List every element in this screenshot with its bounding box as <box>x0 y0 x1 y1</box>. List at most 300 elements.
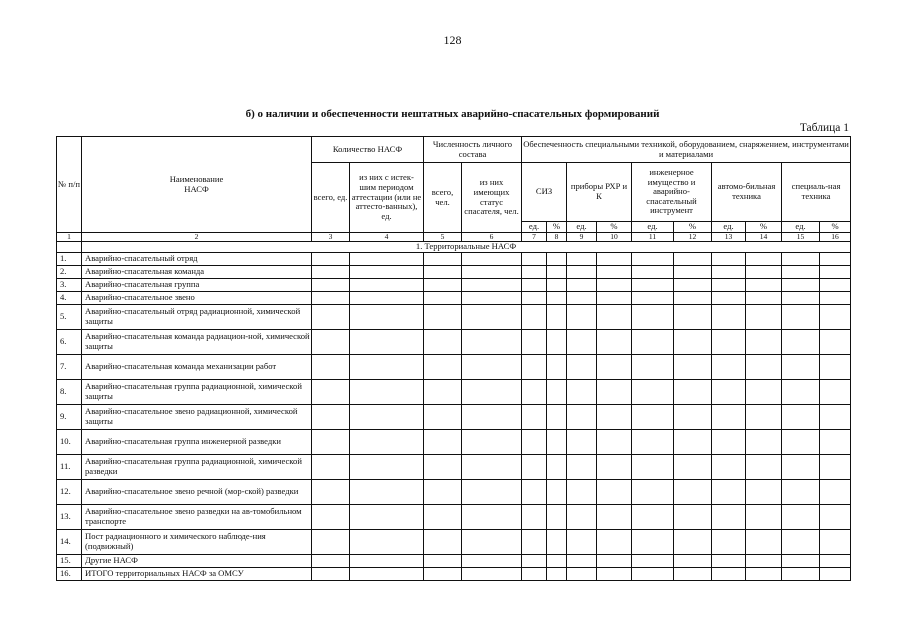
value-cell[interactable] <box>350 505 424 530</box>
value-cell[interactable] <box>350 355 424 380</box>
value-cell[interactable] <box>547 430 567 455</box>
value-cell[interactable] <box>674 253 712 266</box>
value-cell[interactable] <box>424 279 462 292</box>
value-cell[interactable] <box>597 568 632 581</box>
value-cell[interactable] <box>632 380 674 405</box>
value-cell[interactable] <box>746 330 782 355</box>
value-cell[interactable] <box>567 480 597 505</box>
column-number-cell: 6 <box>462 233 522 242</box>
value-cell[interactable] <box>462 253 522 266</box>
value-cell[interactable] <box>782 505 820 530</box>
value-cell[interactable] <box>674 455 712 480</box>
value-cell[interactable] <box>424 380 462 405</box>
value-cell[interactable] <box>597 253 632 266</box>
value-cell[interactable] <box>820 380 851 405</box>
value-cell[interactable] <box>712 555 746 568</box>
column-number-row <box>57 233 851 242</box>
column-number-cell: 15 <box>782 233 820 242</box>
value-cell[interactable] <box>712 480 746 505</box>
value-cell[interactable] <box>547 568 567 581</box>
value-cell[interactable] <box>782 355 820 380</box>
value-cell[interactable] <box>312 305 350 330</box>
value-cell[interactable] <box>462 555 522 568</box>
value-cell[interactable] <box>312 279 350 292</box>
value-cell[interactable] <box>522 405 547 430</box>
value-cell[interactable] <box>782 555 820 568</box>
value-cell[interactable] <box>350 405 424 430</box>
value-cell[interactable] <box>632 530 674 555</box>
value-cell[interactable] <box>782 253 820 266</box>
row-number: 14. <box>57 530 82 555</box>
value-cell[interactable] <box>522 292 547 305</box>
unit-label: ед. <box>632 222 674 233</box>
value-cell[interactable] <box>674 505 712 530</box>
value-cell[interactable] <box>522 266 547 279</box>
value-cell[interactable] <box>522 430 547 455</box>
value-cell[interactable] <box>522 355 547 380</box>
value-cell[interactable] <box>632 405 674 430</box>
value-cell[interactable] <box>567 292 597 305</box>
value-cell[interactable] <box>462 330 522 355</box>
value-cell[interactable] <box>782 292 820 305</box>
value-cell[interactable] <box>597 355 632 380</box>
value-cell[interactable] <box>782 430 820 455</box>
section-title: 1. Территориальные НАСФ <box>82 242 851 253</box>
value-cell[interactable] <box>462 305 522 330</box>
row-number: 16. <box>57 568 82 581</box>
table-row <box>57 568 851 581</box>
unit-label: ед. <box>522 222 547 233</box>
value-cell[interactable] <box>462 530 522 555</box>
value-cell[interactable] <box>350 266 424 279</box>
value-cell[interactable] <box>820 530 851 555</box>
value-cell[interactable] <box>312 355 350 380</box>
value-cell[interactable] <box>782 568 820 581</box>
value-cell[interactable] <box>424 568 462 581</box>
value-cell[interactable] <box>547 505 567 530</box>
value-cell[interactable] <box>632 505 674 530</box>
value-cell[interactable] <box>547 279 567 292</box>
value-cell[interactable] <box>820 266 851 279</box>
row-number: 4. <box>57 292 82 305</box>
value-cell[interactable] <box>632 305 674 330</box>
value-cell[interactable] <box>312 330 350 355</box>
value-cell[interactable] <box>424 292 462 305</box>
table-row <box>57 266 851 279</box>
value-cell[interactable] <box>424 530 462 555</box>
value-cell[interactable] <box>567 279 597 292</box>
value-cell[interactable] <box>746 568 782 581</box>
value-cell[interactable] <box>674 292 712 305</box>
value-cell[interactable] <box>820 505 851 530</box>
value-cell[interactable] <box>782 305 820 330</box>
value-cell[interactable] <box>462 355 522 380</box>
value-cell[interactable] <box>820 455 851 480</box>
value-cell[interactable] <box>312 455 350 480</box>
table-row <box>57 530 851 555</box>
value-cell[interactable] <box>350 555 424 568</box>
value-cell[interactable] <box>462 405 522 430</box>
row-name: Аварийно-спасательное звено радиационной, химической защиты <box>82 405 312 430</box>
value-cell[interactable] <box>746 279 782 292</box>
value-cell[interactable] <box>712 253 746 266</box>
value-cell[interactable] <box>746 253 782 266</box>
value-cell[interactable] <box>567 380 597 405</box>
value-cell[interactable] <box>746 530 782 555</box>
value-cell[interactable] <box>522 505 547 530</box>
value-cell[interactable] <box>567 405 597 430</box>
value-cell[interactable] <box>597 380 632 405</box>
value-cell[interactable] <box>632 266 674 279</box>
value-cell[interactable] <box>746 430 782 455</box>
value-cell[interactable] <box>746 405 782 430</box>
column-number-cell: 5 <box>424 233 462 242</box>
value-cell[interactable] <box>632 480 674 505</box>
value-cell[interactable] <box>567 355 597 380</box>
value-cell[interactable] <box>547 555 567 568</box>
percent-label: % <box>820 222 851 233</box>
row-name: Аварийно-спасательное звено разведки на ав-томобильном транспорте <box>82 505 312 530</box>
value-cell[interactable] <box>712 380 746 405</box>
value-cell[interactable] <box>712 330 746 355</box>
value-cell[interactable] <box>632 430 674 455</box>
table-row <box>57 279 851 292</box>
value-cell[interactable] <box>712 279 746 292</box>
value-cell[interactable] <box>820 355 851 380</box>
value-cell[interactable] <box>424 305 462 330</box>
column-number-cell: 16 <box>820 233 851 242</box>
value-cell[interactable] <box>522 253 547 266</box>
value-cell[interactable] <box>782 405 820 430</box>
table-label: Таблица 1 <box>799 122 849 134</box>
value-cell[interactable] <box>597 266 632 279</box>
row-number: 13. <box>57 505 82 530</box>
percent-label: % <box>674 222 712 233</box>
value-cell[interactable] <box>567 305 597 330</box>
row-number: 5. <box>57 305 82 330</box>
table-row <box>57 505 851 530</box>
value-cell[interactable] <box>597 455 632 480</box>
value-cell[interactable] <box>462 292 522 305</box>
value-cell[interactable] <box>567 253 597 266</box>
column-number-cell: 7 <box>522 233 547 242</box>
header-rescuer-status: из них имеющих статус спасателя, чел. <box>462 163 522 233</box>
table-row <box>57 430 851 455</box>
row-number: 3. <box>57 279 82 292</box>
column-number-cell: 10 <box>597 233 632 242</box>
row-name: Аварийно-спасательное звено речной (мор-ской) разведки <box>82 480 312 505</box>
value-cell[interactable] <box>567 455 597 480</box>
table-row <box>57 405 851 430</box>
value-cell[interactable] <box>567 430 597 455</box>
value-cell[interactable] <box>350 455 424 480</box>
rescue-units-table <box>56 136 851 581</box>
value-cell[interactable] <box>746 380 782 405</box>
value-cell[interactable] <box>674 355 712 380</box>
table-row <box>57 455 851 480</box>
column-number-cell: 9 <box>567 233 597 242</box>
value-cell[interactable] <box>820 568 851 581</box>
value-cell[interactable] <box>312 253 350 266</box>
value-cell[interactable] <box>597 555 632 568</box>
value-cell[interactable] <box>820 480 851 505</box>
value-cell[interactable] <box>424 480 462 505</box>
section-row <box>57 242 851 253</box>
value-cell[interactable] <box>746 305 782 330</box>
row-name: Аварийно-спасательная группа <box>82 279 312 292</box>
value-cell[interactable] <box>746 355 782 380</box>
row-number: 9. <box>57 405 82 430</box>
row-number: 2. <box>57 266 82 279</box>
value-cell[interactable] <box>312 292 350 305</box>
value-cell[interactable] <box>674 530 712 555</box>
value-cell[interactable] <box>782 455 820 480</box>
row-number: 1. <box>57 253 82 266</box>
unit-label: ед. <box>782 222 820 233</box>
value-cell[interactable] <box>547 530 567 555</box>
value-cell[interactable] <box>782 380 820 405</box>
value-cell[interactable] <box>312 555 350 568</box>
value-cell[interactable] <box>567 555 597 568</box>
value-cell[interactable] <box>312 380 350 405</box>
unit-label: ед. <box>712 222 746 233</box>
row-name: Аварийно-спасательный отряд <box>82 253 312 266</box>
value-cell[interactable] <box>597 530 632 555</box>
value-cell[interactable] <box>424 455 462 480</box>
value-cell[interactable] <box>350 292 424 305</box>
column-number-cell: 11 <box>632 233 674 242</box>
value-cell[interactable] <box>312 430 350 455</box>
value-cell[interactable] <box>782 480 820 505</box>
value-cell[interactable] <box>350 253 424 266</box>
header-name: Наименование НАСФ <box>82 137 312 233</box>
value-cell[interactable] <box>712 530 746 555</box>
value-cell[interactable] <box>547 355 567 380</box>
value-cell[interactable] <box>522 480 547 505</box>
value-cell[interactable] <box>350 330 424 355</box>
value-cell[interactable] <box>547 455 567 480</box>
value-cell[interactable] <box>597 292 632 305</box>
value-cell[interactable] <box>350 568 424 581</box>
row-name: ИТОГО территориальных НАСФ за ОМСУ <box>82 568 312 581</box>
column-number-cell: 1 <box>57 233 82 242</box>
value-cell[interactable] <box>547 405 567 430</box>
table-row <box>57 330 851 355</box>
value-cell[interactable] <box>712 568 746 581</box>
value-cell[interactable] <box>350 380 424 405</box>
value-cell[interactable] <box>547 253 567 266</box>
value-cell[interactable] <box>312 530 350 555</box>
value-cell[interactable] <box>632 330 674 355</box>
header-engineering: инженерное имущество и аварийно-спасательный инструмент <box>632 163 712 222</box>
row-name: Другие НАСФ <box>82 555 312 568</box>
value-cell[interactable] <box>350 305 424 330</box>
value-cell[interactable] <box>674 305 712 330</box>
value-cell[interactable] <box>522 568 547 581</box>
value-cell[interactable] <box>462 279 522 292</box>
value-cell[interactable] <box>547 266 567 279</box>
value-cell[interactable] <box>674 555 712 568</box>
row-number: 11. <box>57 455 82 480</box>
value-cell[interactable] <box>547 380 567 405</box>
value-cell[interactable] <box>820 405 851 430</box>
value-cell[interactable] <box>597 480 632 505</box>
row-number: 8. <box>57 380 82 405</box>
column-number-cell: 8 <box>547 233 567 242</box>
percent-label: % <box>597 222 632 233</box>
value-cell[interactable] <box>424 330 462 355</box>
value-cell[interactable] <box>820 279 851 292</box>
value-cell[interactable] <box>547 292 567 305</box>
value-cell[interactable] <box>312 266 350 279</box>
table-row <box>57 555 851 568</box>
header-equipment-group: Обеспеченность специальными техникой, оборудованием, снаряжением, инструментами и материалами <box>522 137 851 163</box>
row-name: Аварийно-спасательный отряд радиационной, химической защиты <box>82 305 312 330</box>
value-cell[interactable] <box>567 266 597 279</box>
value-cell[interactable] <box>746 480 782 505</box>
value-cell[interactable] <box>820 292 851 305</box>
value-cell[interactable] <box>597 305 632 330</box>
value-cell[interactable] <box>567 505 597 530</box>
value-cell[interactable] <box>462 568 522 581</box>
value-cell[interactable] <box>674 430 712 455</box>
value-cell[interactable] <box>522 380 547 405</box>
value-cell[interactable] <box>712 455 746 480</box>
value-cell[interactable] <box>312 405 350 430</box>
column-number-cell: 3 <box>312 233 350 242</box>
value-cell[interactable] <box>462 430 522 455</box>
value-cell[interactable] <box>522 279 547 292</box>
value-cell[interactable] <box>597 505 632 530</box>
value-cell[interactable] <box>632 555 674 568</box>
value-cell[interactable] <box>462 266 522 279</box>
table-body <box>57 137 851 581</box>
value-cell[interactable] <box>522 555 547 568</box>
value-cell[interactable] <box>674 380 712 405</box>
value-cell[interactable] <box>712 292 746 305</box>
header-count-group: Количество НАСФ <box>312 137 424 163</box>
value-cell[interactable] <box>782 266 820 279</box>
value-cell[interactable] <box>350 430 424 455</box>
header-row-1 <box>57 137 851 163</box>
value-cell[interactable] <box>547 480 567 505</box>
value-cell[interactable] <box>547 330 567 355</box>
value-cell[interactable] <box>567 530 597 555</box>
column-number-cell: 2 <box>82 233 312 242</box>
value-cell[interactable] <box>597 430 632 455</box>
value-cell[interactable] <box>674 405 712 430</box>
value-cell[interactable] <box>820 555 851 568</box>
value-cell[interactable] <box>712 430 746 455</box>
value-cell[interactable] <box>674 266 712 279</box>
value-cell[interactable] <box>312 568 350 581</box>
value-cell[interactable] <box>712 305 746 330</box>
value-cell[interactable] <box>712 266 746 279</box>
value-cell[interactable] <box>820 305 851 330</box>
value-cell[interactable] <box>522 330 547 355</box>
value-cell[interactable] <box>350 530 424 555</box>
value-cell[interactable] <box>712 355 746 380</box>
header-expired: из них с истек-шим периодом аттестации (или не аттесто-ванных), ед. <box>350 163 424 233</box>
value-cell[interactable] <box>567 330 597 355</box>
value-cell[interactable] <box>746 266 782 279</box>
value-cell[interactable] <box>674 568 712 581</box>
value-cell[interactable] <box>712 505 746 530</box>
header-total-units: всего, ед. <box>312 163 350 233</box>
value-cell[interactable] <box>746 455 782 480</box>
column-number-cell: 13 <box>712 233 746 242</box>
value-cell[interactable] <box>782 530 820 555</box>
value-cell[interactable] <box>350 480 424 505</box>
value-cell[interactable] <box>424 253 462 266</box>
percent-label: % <box>547 222 567 233</box>
row-name: Аварийно-спасательная группа радиационной, химической разведки <box>82 455 312 480</box>
value-cell[interactable] <box>462 480 522 505</box>
column-number-cell: 14 <box>746 233 782 242</box>
value-cell[interactable] <box>522 530 547 555</box>
value-cell[interactable] <box>424 505 462 530</box>
value-cell[interactable] <box>782 330 820 355</box>
value-cell[interactable] <box>522 305 547 330</box>
table-row <box>57 305 851 330</box>
value-cell[interactable] <box>782 279 820 292</box>
value-cell[interactable] <box>350 279 424 292</box>
value-cell[interactable] <box>462 505 522 530</box>
value-cell[interactable] <box>312 480 350 505</box>
value-cell[interactable] <box>597 405 632 430</box>
value-cell[interactable] <box>746 555 782 568</box>
value-cell[interactable] <box>632 279 674 292</box>
value-cell[interactable] <box>632 455 674 480</box>
value-cell[interactable] <box>746 292 782 305</box>
value-cell[interactable] <box>632 253 674 266</box>
value-cell[interactable] <box>424 555 462 568</box>
value-cell[interactable] <box>632 568 674 581</box>
value-cell[interactable] <box>632 292 674 305</box>
table-row <box>57 292 851 305</box>
value-cell[interactable] <box>567 568 597 581</box>
value-cell[interactable] <box>462 455 522 480</box>
row-name: Аварийно-спасательная команда <box>82 266 312 279</box>
document-title: б) о наличии и обеспеченности нештатных аварийно-спасательных формирований <box>245 108 660 120</box>
value-cell[interactable] <box>424 430 462 455</box>
row-number: 12. <box>57 480 82 505</box>
header-no: № п/п <box>57 137 82 233</box>
value-cell[interactable] <box>820 330 851 355</box>
value-cell[interactable] <box>712 405 746 430</box>
value-cell[interactable] <box>522 455 547 480</box>
value-cell[interactable] <box>674 480 712 505</box>
value-cell[interactable] <box>424 266 462 279</box>
value-cell[interactable] <box>462 380 522 405</box>
value-cell[interactable] <box>597 279 632 292</box>
row-name: Аварийно-спасательное звено <box>82 292 312 305</box>
value-cell[interactable] <box>632 355 674 380</box>
value-cell[interactable] <box>746 505 782 530</box>
value-cell[interactable] <box>674 279 712 292</box>
value-cell[interactable] <box>424 405 462 430</box>
percent-label: % <box>746 222 782 233</box>
table-row <box>57 253 851 266</box>
value-cell[interactable] <box>597 330 632 355</box>
value-cell[interactable] <box>547 305 567 330</box>
value-cell[interactable] <box>820 253 851 266</box>
value-cell[interactable] <box>424 355 462 380</box>
value-cell[interactable] <box>312 505 350 530</box>
value-cell[interactable] <box>820 430 851 455</box>
value-cell[interactable] <box>674 330 712 355</box>
row-name: Аварийно-спасательная команда радиацион-ной, химической защиты <box>82 330 312 355</box>
